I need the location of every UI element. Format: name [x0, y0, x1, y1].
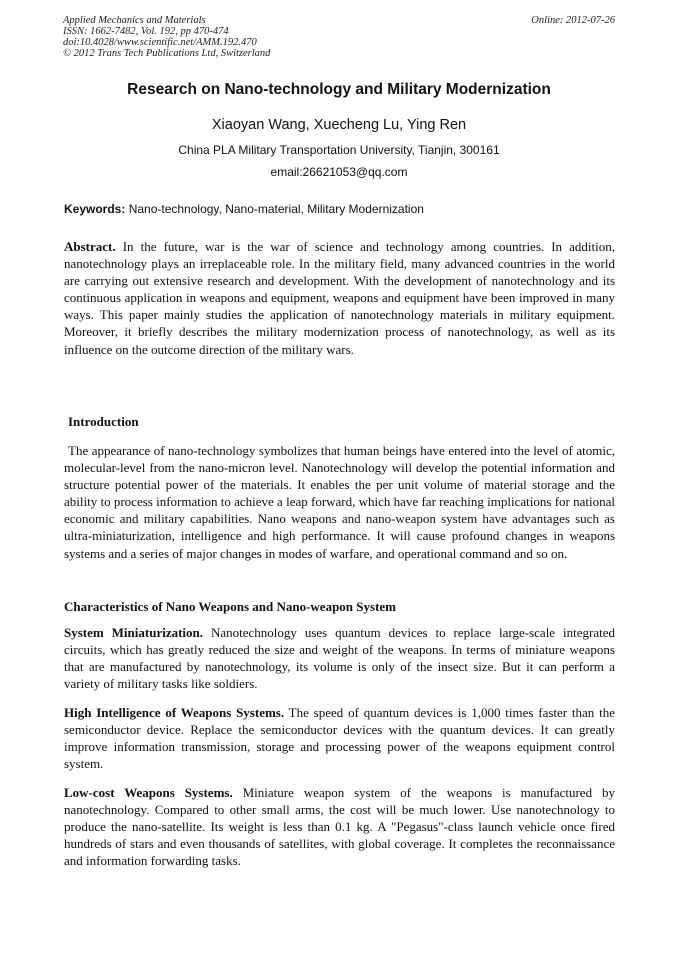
author-email: email:26621053@qq.com	[270, 165, 408, 179]
characteristic-label: System Miniaturization.	[64, 625, 204, 640]
characteristic-label: High Intelligence of Weapons Systems.	[64, 705, 285, 720]
journal-header	[63, 15, 615, 59]
characteristic-low-cost	[64, 784, 615, 869]
keywords-label: Keywords:	[64, 202, 126, 216]
doi-line: doi:10.4028/www.scientific.net/AMM.192.470	[63, 37, 257, 48]
characteristic-text: Nanotechnology uses quantum devices to replace large-scale integrated circuits, which has greatly reduced the size and weight of the weapons. In terms of miniature weapons that are manufactured by nanotechnology, its volume is only of the insect size. But it can perform a variety of military tasks like soldiers.	[64, 625, 615, 692]
introduction-heading: Introduction	[68, 414, 139, 429]
characteristics-heading: Characteristics of Nano Weapons and Nano-weapon System	[64, 599, 396, 614]
journal-name: Applied Mechanics and Materials	[63, 15, 206, 26]
characteristic-miniaturization	[64, 624, 615, 692]
introduction-paragraph: The appearance of nano-technology symbolizes that human beings have entered into the level of atomic, molecular-level from the nano-micron level. Nanotechnology will develop the potential information and structure potential power of the materials. It enables the per unit volume of material storage and the ability to process information to achieve a leap forward, which have far reaching implications for national economic and military capabilities. Nano weapons and nano-weapon system have advantages such as ultra-miniaturization, intelligence and high performance. It will cause profound changes in weapons systems and a series of major changes in modes of warfare, and operational command and so on.	[64, 443, 615, 561]
author-list: Xiaoyan Wang, Xuecheng Lu, Ying Ren	[211, 117, 467, 133]
characteristic-intelligence	[64, 704, 615, 772]
characteristic-text: The speed of quantum devices is 1,000 times faster than the semiconductor device. Replace the semiconductor devices with the quantum devices. It can greatly improve information transmission, storage and processing power of the weapons equipment control system.	[64, 705, 615, 772]
paper-title: Research on Nano-technology and Military Modernization	[127, 81, 551, 98]
abstract-paragraph	[64, 238, 615, 358]
characteristic-label: Low-cost Weapons Systems.	[64, 785, 233, 800]
issn-line: ISSN: 1662-7482, Vol. 192, pp 470-474	[63, 26, 229, 37]
copyright-line: © 2012 Trans Tech Publications Ltd, Switzerland	[63, 48, 271, 59]
keywords-text: Nano-technology, Nano-material, Military Modernization	[125, 202, 424, 216]
abstract-label: Abstract.	[64, 239, 116, 254]
abstract-text: In the future, war is the war of science and technology among countries. In addition, nanotechnology plays an irreplaceable role. In the military field, many advanced countries in the world are carrying out extensive research and development. With the development of nanotechnology and its continuous application in weapons and equipment, weapons and equipment have been improved in many ways. This paper mainly studies the application of nanotechnology materials in military equipment. Moreover, it briefly describes the military modernization process of nanotechnology, as well as its influence on the outcome direction of the military wars.	[64, 239, 615, 357]
affiliation: China PLA Military Transportation University, Tianjin, 300161	[178, 143, 500, 157]
keywords-line	[64, 202, 615, 216]
online-date: Online: 2012-07-26	[531, 15, 615, 26]
characteristic-text: Miniature weapon system of the weapons is manufactured by nanotechnology. Compared to other small arms, the cost will be much lower. Use nanotechnology to produce the nano-satellite. Its weight is less than 0.1 kg. A "Pegasus"-class launch vehicle once fired hundreds of stars and even thousands of satellites, with global coverage. It completes the reconnaissance and information forwarding tasks.	[64, 785, 615, 869]
